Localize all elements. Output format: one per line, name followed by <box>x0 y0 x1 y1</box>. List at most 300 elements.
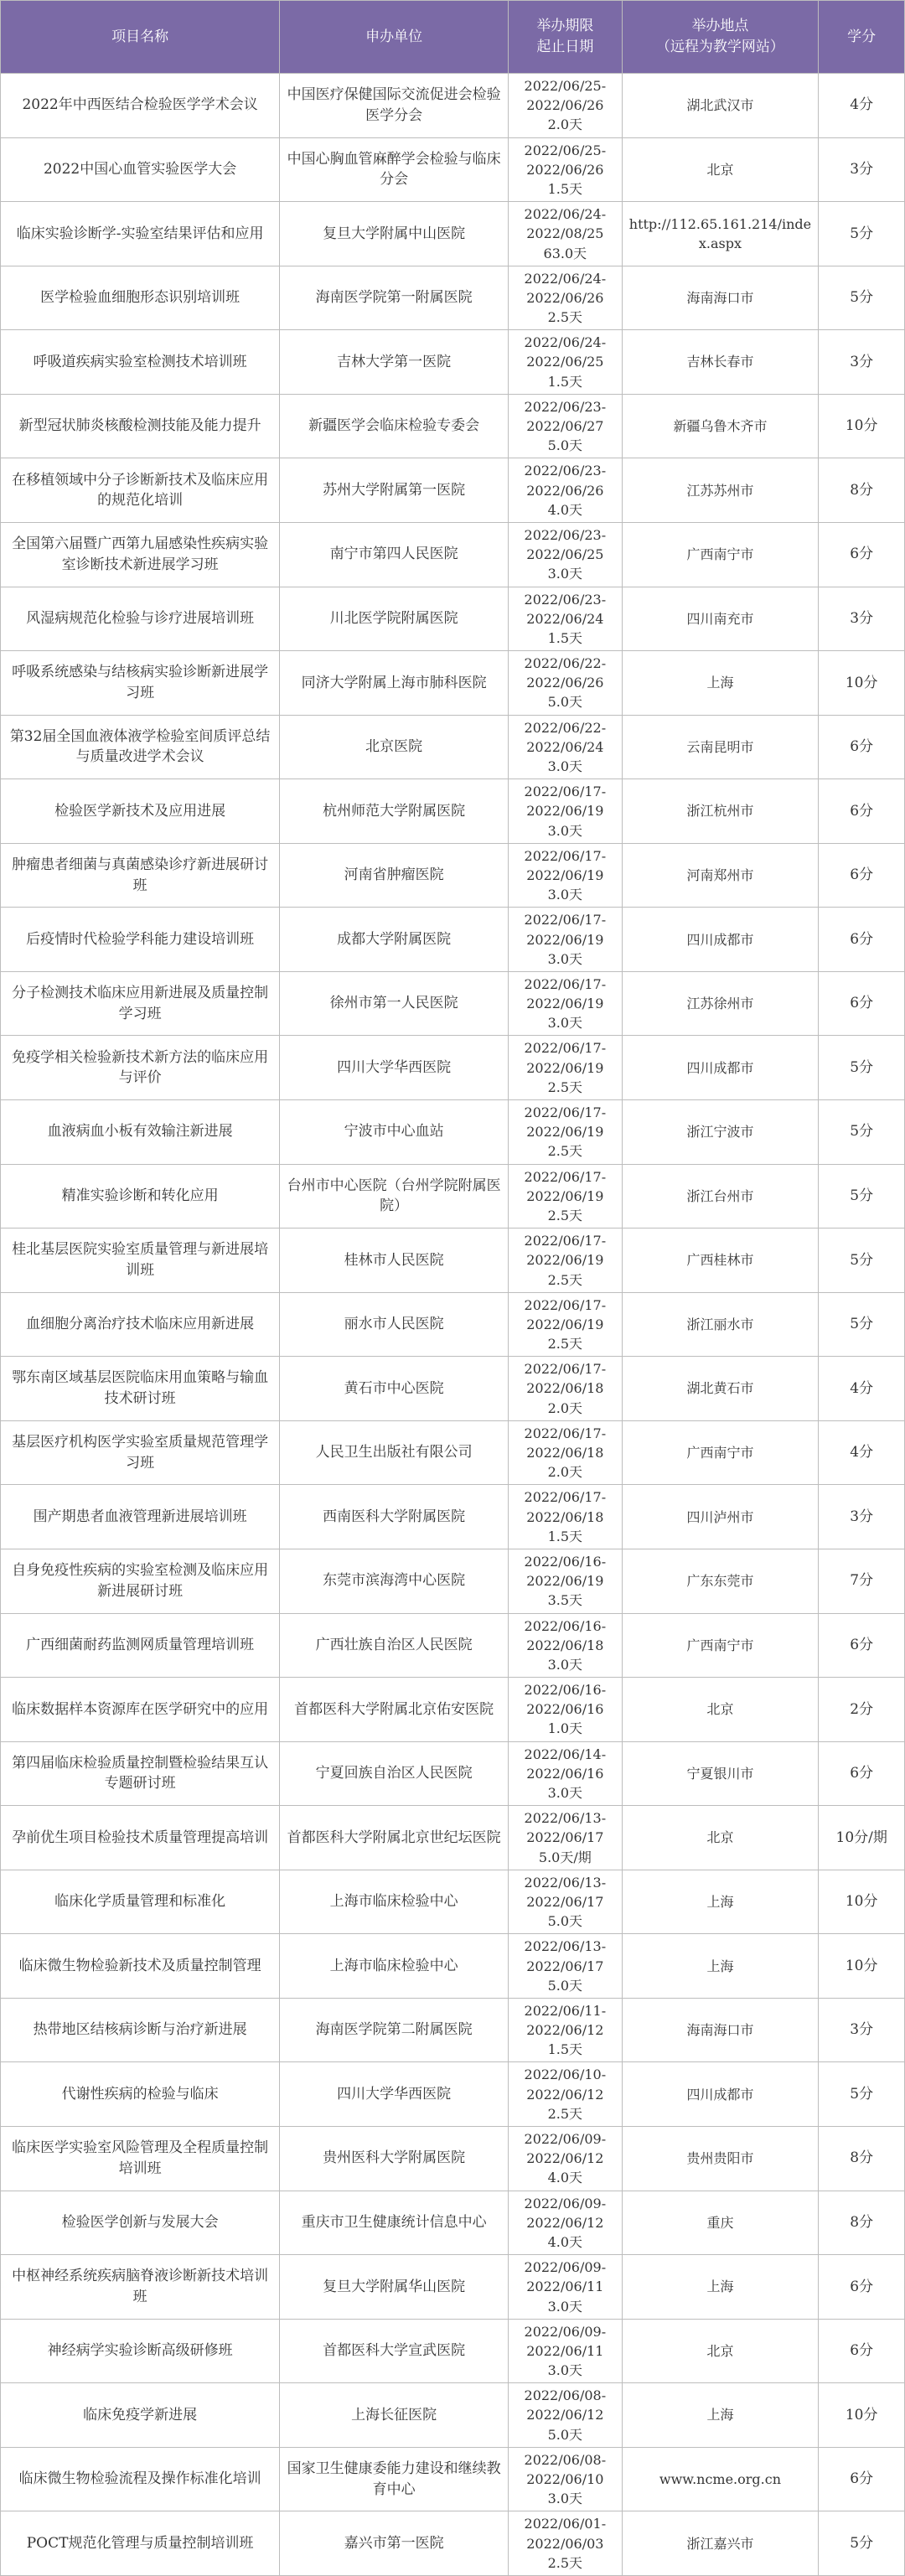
credits: 5分 <box>819 1036 905 1100</box>
project-name: 肿瘤患者细菌与真菌感染诊疗新进展研讨班 <box>1 843 280 908</box>
organizer: 中国心胸血管麻醉学会检验与临床分会 <box>280 137 509 202</box>
location: 河南郑州市 <box>622 843 819 908</box>
table-row <box>1 1420 905 1485</box>
date-range <box>509 394 622 458</box>
organizer: 重庆市卫生健康统计信息中心 <box>280 2191 509 2255</box>
project-name: 围产期患者血液管理新进展培训班 <box>1 1485 280 1549</box>
date-days: 3.0天 <box>547 1785 583 1801</box>
date-start: 2022/06/16- <box>524 1553 607 1570</box>
location: 广东东莞市 <box>622 1549 819 1613</box>
project-name: 临床微生物检验流程及操作标准化培训 <box>1 2447 280 2511</box>
project-name: 分子检测技术临床应用新进展及质量控制学习班 <box>1 971 280 1036</box>
project-name: 第四届临床检验质量控制暨检验结果互认专题研讨班 <box>1 1741 280 1806</box>
date-start: 2022/06/16- <box>524 1682 607 1699</box>
credits: 2分 <box>819 1678 905 1742</box>
date-range <box>509 1485 622 1549</box>
project-name: 基层医疗机构医学实验室质量规范管理学习班 <box>1 1420 280 1485</box>
location: 北京 <box>622 2319 819 2383</box>
project-name: 桂北基层医院实验室质量管理与新进展培训班 <box>1 1229 280 1293</box>
organizer: 宁波市中心血站 <box>280 1100 509 1165</box>
date-start: 2022/06/24- <box>524 334 607 351</box>
location: 四川成都市 <box>622 2062 819 2127</box>
project-name: 血液病血小板有效输注新进展 <box>1 1100 280 1165</box>
date-range <box>509 1806 622 1870</box>
location: 海南海口市 <box>622 1998 819 2062</box>
date-end: 2022/06/25 <box>526 354 604 370</box>
project-name: 临床医学实验室风险管理及全程质量控制培训班 <box>1 2127 280 2191</box>
date-range <box>509 2511 622 2576</box>
date-range <box>509 1613 622 1678</box>
date-start: 2022/06/11- <box>524 2002 607 2019</box>
date-start: 2022/06/08- <box>524 2387 607 2404</box>
date-range <box>509 1549 622 1613</box>
organizer: 黄石市中心医院 <box>280 1357 509 1421</box>
project-name: 鄂东南区域基层医院临床用血策略与输血技术研讨班 <box>1 1357 280 1421</box>
organizer: 贵州医科大学附属医院 <box>280 2127 509 2191</box>
organizer: 首都医科大学附属北京佑安医院 <box>280 1678 509 1742</box>
date-start: 2022/06/17- <box>524 975 607 992</box>
date-end: 2022/06/26 <box>526 482 604 499</box>
credits: 4分 <box>819 1420 905 1485</box>
date-start: 2022/06/17- <box>524 1361 607 1378</box>
date-days: 5.0天 <box>547 1977 583 1994</box>
credits: 3分 <box>819 1485 905 1549</box>
date-range <box>509 2255 622 2320</box>
project-name: 广西细菌耐药监测网质量管理培训班 <box>1 1613 280 1678</box>
date-end: 2022/06/27 <box>526 418 604 434</box>
date-days: 2.5天 <box>547 2105 583 2122</box>
project-name: 临床数据样本资源库在医学研究中的应用 <box>1 1678 280 1742</box>
credits: 6分 <box>819 971 905 1036</box>
organizer: 徐州市第一人民医院 <box>280 971 509 1036</box>
date-start: 2022/06/01- <box>524 2516 607 2532</box>
location: 四川成都市 <box>622 908 819 972</box>
location: 浙江杭州市 <box>622 779 819 844</box>
credits: 10分 <box>819 1870 905 1934</box>
date-start: 2022/06/17- <box>524 784 607 800</box>
date-days: 4.0天 <box>547 501 583 518</box>
organizer: 南宁市第四人民医院 <box>280 522 509 587</box>
date-end: 2022/06/11 <box>526 2279 604 2295</box>
date-days: 5.0天 <box>547 1913 583 1930</box>
location: 北京 <box>622 137 819 202</box>
location: 广西南宁市 <box>622 1420 819 1485</box>
date-days: 1.5天 <box>547 629 583 646</box>
project-name: 检验医学创新与发展大会 <box>1 2191 280 2255</box>
location: 浙江嘉兴市 <box>622 2511 819 2576</box>
date-range <box>509 1741 622 1806</box>
table-row <box>1 458 905 523</box>
header-org: 申办单位 <box>280 1 509 74</box>
organizer: 海南医学院第一附属医院 <box>280 266 509 330</box>
date-range <box>509 1678 622 1742</box>
date-days: 5.0天 <box>547 2426 583 2443</box>
location: 重庆 <box>622 2191 819 2255</box>
credits: 10分 <box>819 1934 905 1999</box>
project-name: 神经病学实验诊断高级研修班 <box>1 2319 280 2383</box>
table-row <box>1 1100 905 1165</box>
table-row <box>1 330 905 395</box>
project-name: POCT规范化管理与质量控制培训班 <box>1 2511 280 2576</box>
date-range <box>509 1164 622 1229</box>
project-name: 中枢神经系统疾病脑脊液诊断新技术培训班 <box>1 2255 280 2320</box>
project-name: 检验医学新技术及应用进展 <box>1 779 280 844</box>
date-end: 2022/06/24 <box>526 610 604 627</box>
table-row <box>1 2191 905 2255</box>
location: 湖北武汉市 <box>622 74 819 138</box>
date-days: 3.0天 <box>547 2362 583 2379</box>
date-end: 2022/06/19 <box>526 1316 604 1332</box>
date-range <box>509 522 622 587</box>
table-row <box>1 137 905 202</box>
organizer: 吉林大学第一医院 <box>280 330 509 395</box>
table-row <box>1 394 905 458</box>
date-start: 2022/06/23- <box>524 526 607 543</box>
table-row <box>1 1292 905 1357</box>
location: 新疆乌鲁木齐市 <box>622 394 819 458</box>
date-end: 2022/06/10 <box>526 2471 604 2487</box>
project-name: 2022年中西医结合检验医学学术会议 <box>1 74 280 138</box>
organizer: 丽水市人民医院 <box>280 1292 509 1357</box>
credits: 6分 <box>819 1613 905 1678</box>
organizer: 苏州大学附属第一医院 <box>280 458 509 523</box>
date-end: 2022/06/03 <box>526 2535 604 2552</box>
date-range <box>509 458 622 523</box>
date-end: 2022/06/11 <box>526 2342 604 2359</box>
table-row <box>1 2255 905 2320</box>
header-date-line1: 举办期限 <box>536 18 594 35</box>
date-days: 3.0天 <box>547 822 583 839</box>
date-end: 2022/06/17 <box>526 1893 604 1910</box>
organizer: 东莞市滨海湾中心医院 <box>280 1549 509 1613</box>
date-end: 2022/06/25 <box>526 546 604 563</box>
date-start: 2022/06/14- <box>524 1746 607 1762</box>
organizer: 人民卫生出版社有限公司 <box>280 1420 509 1485</box>
date-range <box>509 1292 622 1357</box>
header-name: 项目名称 <box>1 1 280 74</box>
credits: 5分 <box>819 1229 905 1293</box>
credits: 5分 <box>819 2062 905 2127</box>
organizer: 嘉兴市第一医院 <box>280 2511 509 2576</box>
date-days: 2.5天 <box>547 1207 583 1223</box>
location: 湖北黄石市 <box>622 1357 819 1421</box>
date-days: 5.0天/期 <box>538 1849 592 1865</box>
table-row <box>1 1613 905 1678</box>
credits: 5分 <box>819 2511 905 2576</box>
table-row <box>1 1934 905 1999</box>
date-range <box>509 651 622 716</box>
date-end: 2022/06/16 <box>526 1701 604 1718</box>
date-end: 2022/06/24 <box>526 738 604 755</box>
date-end: 2022/06/26 <box>526 289 604 306</box>
table-row <box>1 2511 905 2576</box>
organizer: 西南医科大学附属医院 <box>280 1485 509 1549</box>
date-start: 2022/06/17- <box>524 1040 607 1057</box>
table-row <box>1 587 905 651</box>
date-range <box>509 908 622 972</box>
table-row <box>1 1998 905 2062</box>
date-start: 2022/06/23- <box>524 398 607 415</box>
location: 四川南充市 <box>622 587 819 651</box>
table-row <box>1 1806 905 1870</box>
date-start: 2022/06/25- <box>524 142 607 158</box>
date-range <box>509 1229 622 1293</box>
location: 四川成都市 <box>622 1036 819 1100</box>
date-days: 2.5天 <box>547 309 583 326</box>
project-name: 精准实验诊断和转化应用 <box>1 1164 280 1229</box>
date-range <box>509 2062 622 2127</box>
date-days: 4.0天 <box>547 2170 583 2186</box>
credits: 6分 <box>819 2319 905 2383</box>
date-days: 5.0天 <box>547 437 583 454</box>
credits: 10分 <box>819 2383 905 2448</box>
date-range <box>509 2447 622 2511</box>
credits: 5分 <box>819 1164 905 1229</box>
date-range <box>509 2319 622 2383</box>
date-days: 2.0天 <box>547 1399 583 1416</box>
organizer: 四川大学华西医院 <box>280 2062 509 2127</box>
organizer: 上海市临床检验中心 <box>280 1934 509 1999</box>
credits: 5分 <box>819 266 905 330</box>
organizer: 新疆医学会临床检验专委会 <box>280 394 509 458</box>
date-end: 2022/06/12 <box>526 2407 604 2423</box>
date-start: 2022/06/16- <box>524 1617 607 1634</box>
date-end: 2022/06/19 <box>526 1187 604 1204</box>
table-row <box>1 202 905 266</box>
table-row <box>1 1741 905 1806</box>
table-row <box>1 1036 905 1100</box>
organizer: 上海长征医院 <box>280 2383 509 2448</box>
project-name: 呼吸道疾病实验室检测技术培训班 <box>1 330 280 395</box>
credits: 8分 <box>819 2127 905 2191</box>
date-start: 2022/06/23- <box>524 463 607 479</box>
date-range <box>509 2127 622 2191</box>
location: 浙江宁波市 <box>622 1100 819 1165</box>
date-start: 2022/06/24- <box>524 206 607 223</box>
location: 广西南宁市 <box>622 1613 819 1678</box>
date-days: 1.5天 <box>547 373 583 390</box>
header-credit: 学分 <box>819 1 905 74</box>
date-start: 2022/06/09- <box>524 2323 607 2340</box>
location: 北京 <box>622 1678 819 1742</box>
date-days: 3.5天 <box>547 1592 583 1609</box>
date-days: 1.5天 <box>547 2041 583 2058</box>
project-name: 热带地区结核病诊断与治疗新进展 <box>1 1998 280 2062</box>
date-end: 2022/06/26 <box>526 161 604 178</box>
header-place-line1: 举办地点 <box>691 18 749 35</box>
date-end: 2022/06/12 <box>526 2086 604 2103</box>
date-days: 2.5天 <box>547 1271 583 1288</box>
organizer: 宁夏回族自治区人民医院 <box>280 1741 509 1806</box>
credits: 10分/期 <box>819 1806 905 1870</box>
date-start: 2022/06/24- <box>524 270 607 287</box>
table-row <box>1 1164 905 1229</box>
date-start: 2022/06/17- <box>524 1233 607 1249</box>
project-name: 风湿病规范化检验与诊疗进展培训班 <box>1 587 280 651</box>
header-date <box>509 1 622 74</box>
date-range <box>509 587 622 651</box>
date-range <box>509 1870 622 1934</box>
date-days: 3.0天 <box>547 1015 583 1032</box>
date-end: 2022/06/19 <box>526 866 604 883</box>
location: 浙江丽水市 <box>622 1292 819 1357</box>
date-days: 1.5天 <box>547 1528 583 1544</box>
project-name: 医学检验血细胞形态识别培训班 <box>1 266 280 330</box>
credits: 4分 <box>819 1357 905 1421</box>
header-row <box>1 1 905 74</box>
table-row <box>1 1549 905 1613</box>
organizer: 首都医科大学宣武医院 <box>280 2319 509 2383</box>
date-start: 2022/06/13- <box>524 1810 607 1827</box>
date-start: 2022/06/13- <box>524 1938 607 1955</box>
date-days: 1.0天 <box>547 1720 583 1737</box>
credits: 6分 <box>819 1741 905 1806</box>
date-days: 5.0天 <box>547 694 583 711</box>
date-start: 2022/06/22- <box>524 655 607 672</box>
date-range <box>509 266 622 330</box>
date-days: 3.0天 <box>547 950 583 967</box>
table-row <box>1 843 905 908</box>
organizer: 国家卫生健康委能力建设和继续教育中心 <box>280 2447 509 2511</box>
date-start: 2022/06/25- <box>524 78 607 94</box>
location: 宁夏银川市 <box>622 1741 819 1806</box>
date-start: 2022/06/08- <box>524 2451 607 2468</box>
date-days: 3.0天 <box>547 887 583 903</box>
date-days: 63.0天 <box>543 245 587 261</box>
date-end: 2022/06/18 <box>526 1637 604 1653</box>
location: 北京 <box>622 1806 819 1870</box>
credits: 6分 <box>819 2255 905 2320</box>
table-row <box>1 1357 905 1421</box>
table-row <box>1 651 905 716</box>
date-start: 2022/06/09- <box>524 2195 607 2211</box>
date-start: 2022/06/17- <box>524 1489 607 1506</box>
date-days: 3.0天 <box>547 2298 583 2315</box>
date-start: 2022/06/22- <box>524 719 607 736</box>
table-row <box>1 2319 905 2383</box>
date-end: 2022/06/19 <box>526 1059 604 1076</box>
date-end: 2022/06/18 <box>526 1445 604 1461</box>
organizer: 河南省肿瘤医院 <box>280 843 509 908</box>
location: 上海 <box>622 651 819 716</box>
location: 广西南宁市 <box>622 522 819 587</box>
date-range <box>509 1998 622 2062</box>
date-range <box>509 2383 622 2448</box>
location: 广西桂林市 <box>622 1229 819 1293</box>
organizer: 上海市临床检验中心 <box>280 1870 509 1934</box>
date-end: 2022/06/12 <box>526 2022 604 2039</box>
date-range <box>509 715 622 779</box>
location: 江苏徐州市 <box>622 971 819 1036</box>
date-range <box>509 843 622 908</box>
date-end: 2022/06/19 <box>526 931 604 948</box>
credits: 3分 <box>819 1998 905 2062</box>
credits: 7分 <box>819 1549 905 1613</box>
date-days: 1.5天 <box>547 180 583 197</box>
table-row <box>1 1229 905 1293</box>
date-range <box>509 971 622 1036</box>
date-end: 2022/06/18 <box>526 1380 604 1397</box>
date-range <box>509 74 622 138</box>
date-start: 2022/06/09- <box>524 2131 607 2147</box>
table-row <box>1 522 905 587</box>
location: 海南海口市 <box>622 266 819 330</box>
location: 上海 <box>622 2255 819 2320</box>
date-range <box>509 137 622 202</box>
organizer: 复旦大学附属中山医院 <box>280 202 509 266</box>
credits: 5分 <box>819 202 905 266</box>
date-days: 4.0天 <box>547 2233 583 2250</box>
date-range <box>509 202 622 266</box>
date-end: 2022/06/17 <box>526 1958 604 1974</box>
credits: 6分 <box>819 522 905 587</box>
date-days: 3.0天 <box>547 758 583 774</box>
date-days: 2.5天 <box>547 2554 583 2571</box>
location: 浙江台州市 <box>622 1164 819 1229</box>
credits: 5分 <box>819 1292 905 1357</box>
date-end: 2022/06/19 <box>526 996 604 1012</box>
date-range <box>509 2191 622 2255</box>
organizer: 中国医疗保健国际交流促进会检验医学分会 <box>280 74 509 138</box>
credits: 4分 <box>819 74 905 138</box>
date-start: 2022/06/17- <box>524 1425 607 1441</box>
table-row <box>1 908 905 972</box>
date-range <box>509 1934 622 1999</box>
date-days: 3.0天 <box>547 566 583 582</box>
credits: 6分 <box>819 2447 905 2511</box>
date-range <box>509 779 622 844</box>
date-range <box>509 1036 622 1100</box>
project-name: 孕前优生项目检验技术质量管理提高培训 <box>1 1806 280 1870</box>
date-end: 2022/06/12 <box>526 2150 604 2167</box>
table-row <box>1 1485 905 1549</box>
date-days: 2.0天 <box>547 116 583 133</box>
date-days: 2.5天 <box>547 1143 583 1160</box>
table-row <box>1 779 905 844</box>
header-date-line2: 起止日期 <box>536 39 594 55</box>
credits: 6分 <box>819 908 905 972</box>
credits: 5分 <box>819 1100 905 1165</box>
project-name: 血细胞分离治疗技术临床应用新进展 <box>1 1292 280 1357</box>
date-end: 2022/08/25 <box>526 225 604 242</box>
organizer: 杭州师范大学附属医院 <box>280 779 509 844</box>
organizer: 首都医科大学附属北京世纪坛医院 <box>280 1806 509 1870</box>
header-place-line2: （远程为教学网站） <box>655 39 784 55</box>
location: 上海 <box>622 1934 819 1999</box>
location: www.ncme.org.cn <box>622 2447 819 2511</box>
date-days: 2.5天 <box>547 1079 583 1095</box>
date-end: 2022/06/12 <box>526 2214 604 2231</box>
location: 四川泸州市 <box>622 1485 819 1549</box>
date-start: 2022/06/09- <box>524 2259 607 2276</box>
credits: 6分 <box>819 715 905 779</box>
credits: 10分 <box>819 394 905 458</box>
project-name: 第32届全国血液体液学检验室间质评总结与质量改进学术会议 <box>1 715 280 779</box>
organizer: 川北医学院附属医院 <box>280 587 509 651</box>
date-range <box>509 1420 622 1485</box>
date-start: 2022/06/23- <box>524 591 607 608</box>
project-name: 自身免疫性疾病的实验室检测及临床应用新进展研讨班 <box>1 1549 280 1613</box>
project-name: 全国第六届暨广西第九届感染性疾病实验室诊断技术新进展学习班 <box>1 522 280 587</box>
project-name: 2022中国心血管实验医学大会 <box>1 137 280 202</box>
table-header <box>1 1 905 74</box>
date-end: 2022/06/16 <box>526 1765 604 1782</box>
project-name: 代谢性疾病的检验与临床 <box>1 2062 280 2127</box>
date-start: 2022/06/10- <box>524 2066 607 2083</box>
table-row <box>1 971 905 1036</box>
organizer: 同济大学附属上海市肺科医院 <box>280 651 509 716</box>
organizer: 北京医院 <box>280 715 509 779</box>
